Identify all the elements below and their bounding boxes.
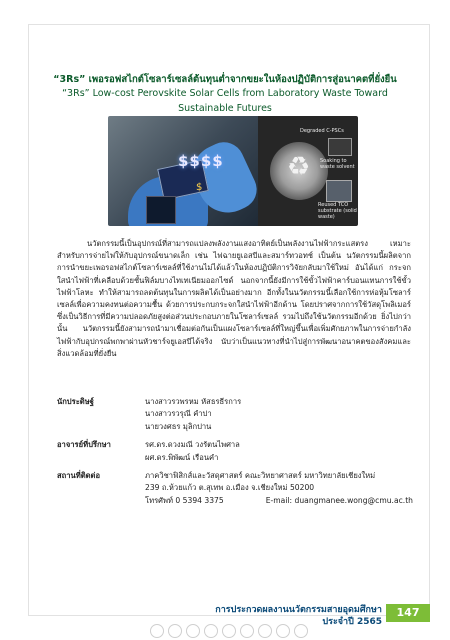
inventors-row — [57, 396, 413, 433]
contact-row — [57, 470, 413, 507]
title-thai: “3Rs” เพอรอฟสไกต์โซลาร์เซลล์ต้นทุนต่ำจากขยะในห้องปฏิบัติการสู่อนาคตที่ยั่งยืน — [53, 74, 397, 85]
footer-line-2: ประจำปี 2565 — [322, 617, 382, 627]
description-paragraph: นวัตกรรมนี้เป็นอุปกรณ์ที่สามารถแปลงพลังงานแสงอาทิตย์เป็นพลังงานไฟฟ้ากระแสตรง เหมาะสำหรับการจ่ายไฟให้กับอุปกรณ์ขนาดเล็ก เช่น ไฟฉายยูเอสบีและสมาร์ทวอทช์ เป็นต้น นวัตกรรมนี้ผลิตจากการนำขยะเพอรอฟสไกต์โซลาร์เซลล์ที่ใช้งานไม่ได้แล้วในห้องปฏิบัติการวิจัยกลับมาใช้ใหม่ อันได้แก่ กระจกใสนำไฟฟ้าที่เคลือบด้วยชั้นฟิล์มบางไทเทเนียมออกไซด์ นอกจากนี้ยังมีการใช้ขั้วไฟฟ้าคาร์บอนแทนการใช้ขั้วไฟฟ้าโลหะ ทำให้สามารถลดต้นทุนในการผลิตได้เป็นอย่างมาก อีกทั้งในนวัตกรรมนี้เลือกใช้การห่อหุ้มโซลาร์เซลล์เพื่อความคงทนต่อความชื้น ด้วยการประกบกระจกใสนำไฟฟ้าอีกด้าน โดยปราศจากการใช้วัสดุโพลิเมอร์ ซึ่งเป็นวิธีการที่มีความปลอดภัยสูงต่อส่วนประกอบภายในโซลาร์เซลล์ รวมไปถึงใช้นวัตกรรมอีกด้วย ยิ่งไปกว่านั้น นวัตกรรมนี้ยังสามารถนำมาเชื่อมต่อกันเป็นแผงโซลาร์เซลล์ที่ใหญ่ขึ้นเพื่อเพิ่มศักยภาพในการจ่ายกำลังไฟฟ้ากับอุปกรณ์พกพาผ่านหัวชาร์จยูเอสบีได้จริง นับว่าเป็นแนวทางที่นำไปสู่การพัฒนาอนาคตของสังคมและสิ่งแวดล้อมที่ยั่งยืน — [57, 239, 411, 358]
reused-substrate-icon — [326, 180, 352, 202]
inventor-name: นางสาวรวพรหม หัสธรธีรการ — [145, 397, 242, 406]
title-english: “3Rs” Low-cost Perovskite Solar Cells from Laboratory Waste Toward Sustainable Futures — [62, 88, 388, 114]
footer-line-1: การประกวดผลงานนวัตกรรมสายอุดมศึกษา — [215, 605, 382, 615]
contact-line: ภาควิชาฟิสิกส์และวัสดุศาสตร์ คณะวิทยาศาสตร์ มหาวิทยาลัยเชียงใหม่ — [145, 471, 376, 481]
advisors-label: อาจารย์ที่ปรึกษา — [57, 440, 111, 450]
page-number: 147 — [386, 604, 430, 622]
single-dollar: $ — [196, 182, 203, 193]
inventor-name: นายวงศธร มุลิกปาน — [145, 421, 212, 431]
phone-number: โทรศัพท์ 0 5394 3375 — [145, 495, 224, 505]
dollar-signs: $$$$ — [178, 152, 224, 170]
inventor-name: นางสาวรวรุณี คำปา — [145, 409, 212, 419]
contact-label: สถานที่ติดต่อ — [57, 471, 101, 481]
degraded-cell-icon — [328, 138, 352, 156]
advisors-row — [57, 439, 413, 464]
innovation-photo — [108, 116, 358, 226]
label-degraded: Degraded C-PSCs — [300, 128, 344, 134]
advisor-name: รศ.ดร.ดวงมณี วงรัตนไพศาล — [145, 440, 240, 450]
solar-cell-small-icon — [146, 196, 176, 224]
footer-decoration — [0, 620, 450, 640]
recycle-icon: ♻ — [287, 152, 311, 182]
info-section — [57, 396, 413, 507]
contact-line: 239 ถ.ห้วยแก้ว ต.สุเทพ อ.เมือง จ.เชียงใหม่ 50200 — [145, 483, 315, 493]
inventors-label: นักประดิษฐ์ — [57, 397, 94, 406]
phone-email-line — [145, 495, 413, 507]
advisor-name: ผศ.ดร.พิพัฒน์ เรือนคำ — [145, 452, 219, 462]
label-soaking: Soaking to waste solvent — [320, 158, 355, 170]
photo-right-panel — [258, 116, 358, 226]
description — [57, 238, 411, 360]
label-reused: Reused TCO substrate (solid waste) — [318, 202, 357, 220]
email-address: E-mail: duangmanee.wong@cmu.ac.th — [265, 495, 413, 505]
